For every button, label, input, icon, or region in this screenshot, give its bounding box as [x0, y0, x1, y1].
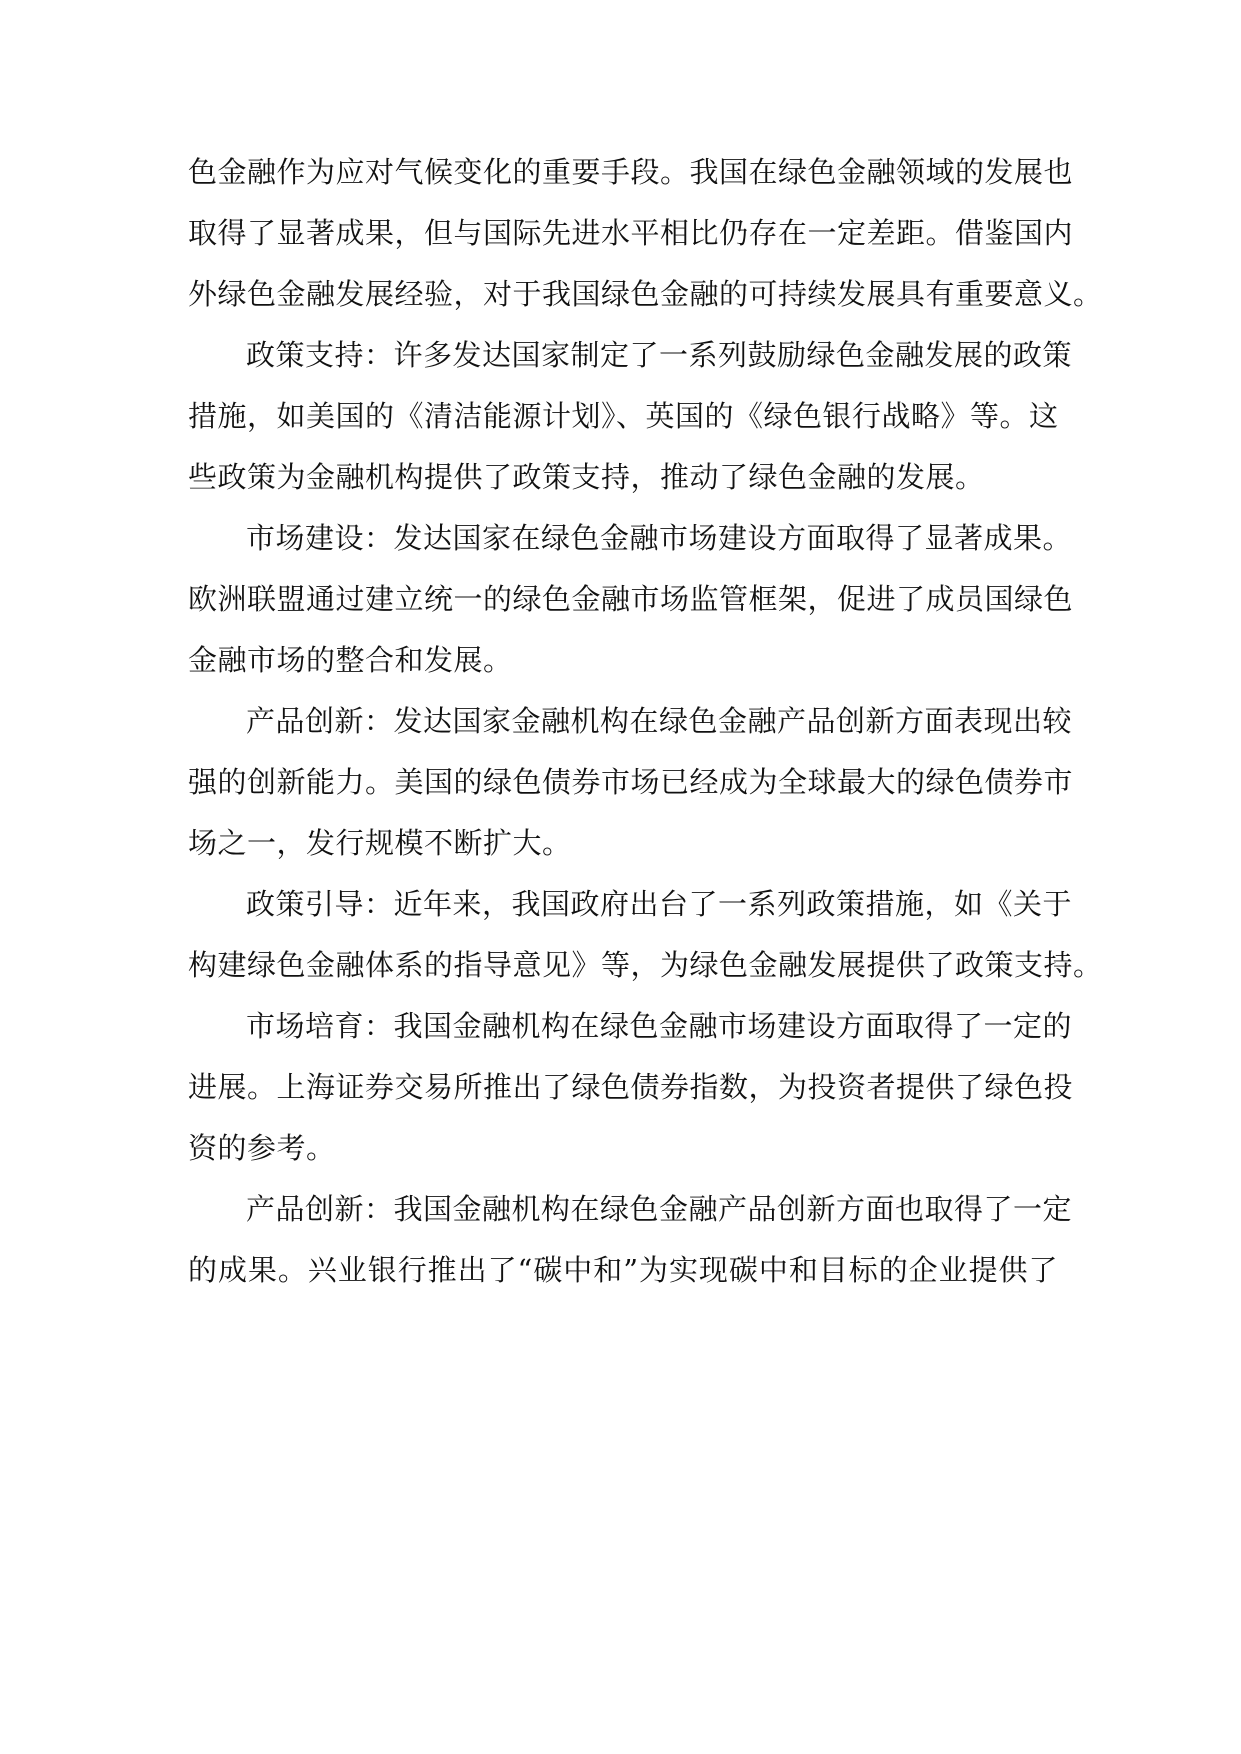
paragraph-4: [188, 691, 1074, 874]
text-line: 金融市场的整合和发展。: [188, 643, 513, 677]
text-line: 资的参考。: [188, 1131, 336, 1165]
document-body: [188, 142, 1103, 1301]
text-line: 政策引导：近年来，我国政府出台了一系列政策措施，如《关于: [246, 887, 1073, 921]
text-line: 场之一，发行规模不断扩大。: [188, 826, 572, 860]
text-line: 欧洲联盟通过建立统一的绿色金融市场监管框架，促进了成员国绿色: [188, 582, 1074, 616]
paragraph-6: [188, 996, 1074, 1179]
text-line: 产品创新：发达国家金融机构在绿色金融产品创新方面表现出较: [246, 704, 1073, 738]
paragraph-5: [188, 874, 1103, 996]
paragraph-2: [188, 325, 1073, 508]
text-line: 市场建设：发达国家在绿色金融市场建设方面取得了显著成果。: [246, 521, 1073, 555]
paragraph-7: [188, 1179, 1073, 1301]
paragraph-3: [188, 508, 1074, 691]
text-line: 政策支持：许多发达国家制定了一系列鼓励绿色金融发展的政策: [246, 338, 1073, 372]
text-line: 强的创新能力。美国的绿色债券市场已经成为全球最大的绿色债券市: [188, 765, 1074, 799]
text-line: 些政策为金融机构提供了政策支持，推动了绿色金融的发展。: [188, 460, 985, 494]
paragraph-1: [188, 142, 1103, 325]
text-line: 市场培育：我国金融机构在绿色金融市场建设方面取得了一定的: [246, 1009, 1073, 1043]
text-line: 色金融作为应对气候变化的重要手段。我国在绿色金融领域的发展也: [188, 155, 1074, 189]
text-line: 产品创新：我国金融机构在绿色金融产品创新方面也取得了一定: [246, 1192, 1073, 1226]
text-line: 外绿色金融发展经验，对于我国绿色金融的可持续发展具有重要意义。: [188, 277, 1103, 311]
text-line: 构建绿色金融体系的指导意见》等，为绿色金融发展提供了政策支持。: [188, 948, 1103, 982]
text-line: 措施，如美国的《清洁能源计划》、英国的《绿色银行战略》等。这: [188, 399, 1059, 433]
text-line: 进展。上海证券交易所推出了绿色债券指数，为投资者提供了绿色投: [188, 1070, 1074, 1104]
text-line: 取得了显著成果，但与国际先进水平相比仍存在一定差距。借鉴国内: [188, 216, 1074, 250]
text-line: 的成果。兴业银行推出了“碳中和”为实现碳中和目标的企业提供了: [188, 1253, 1058, 1287]
